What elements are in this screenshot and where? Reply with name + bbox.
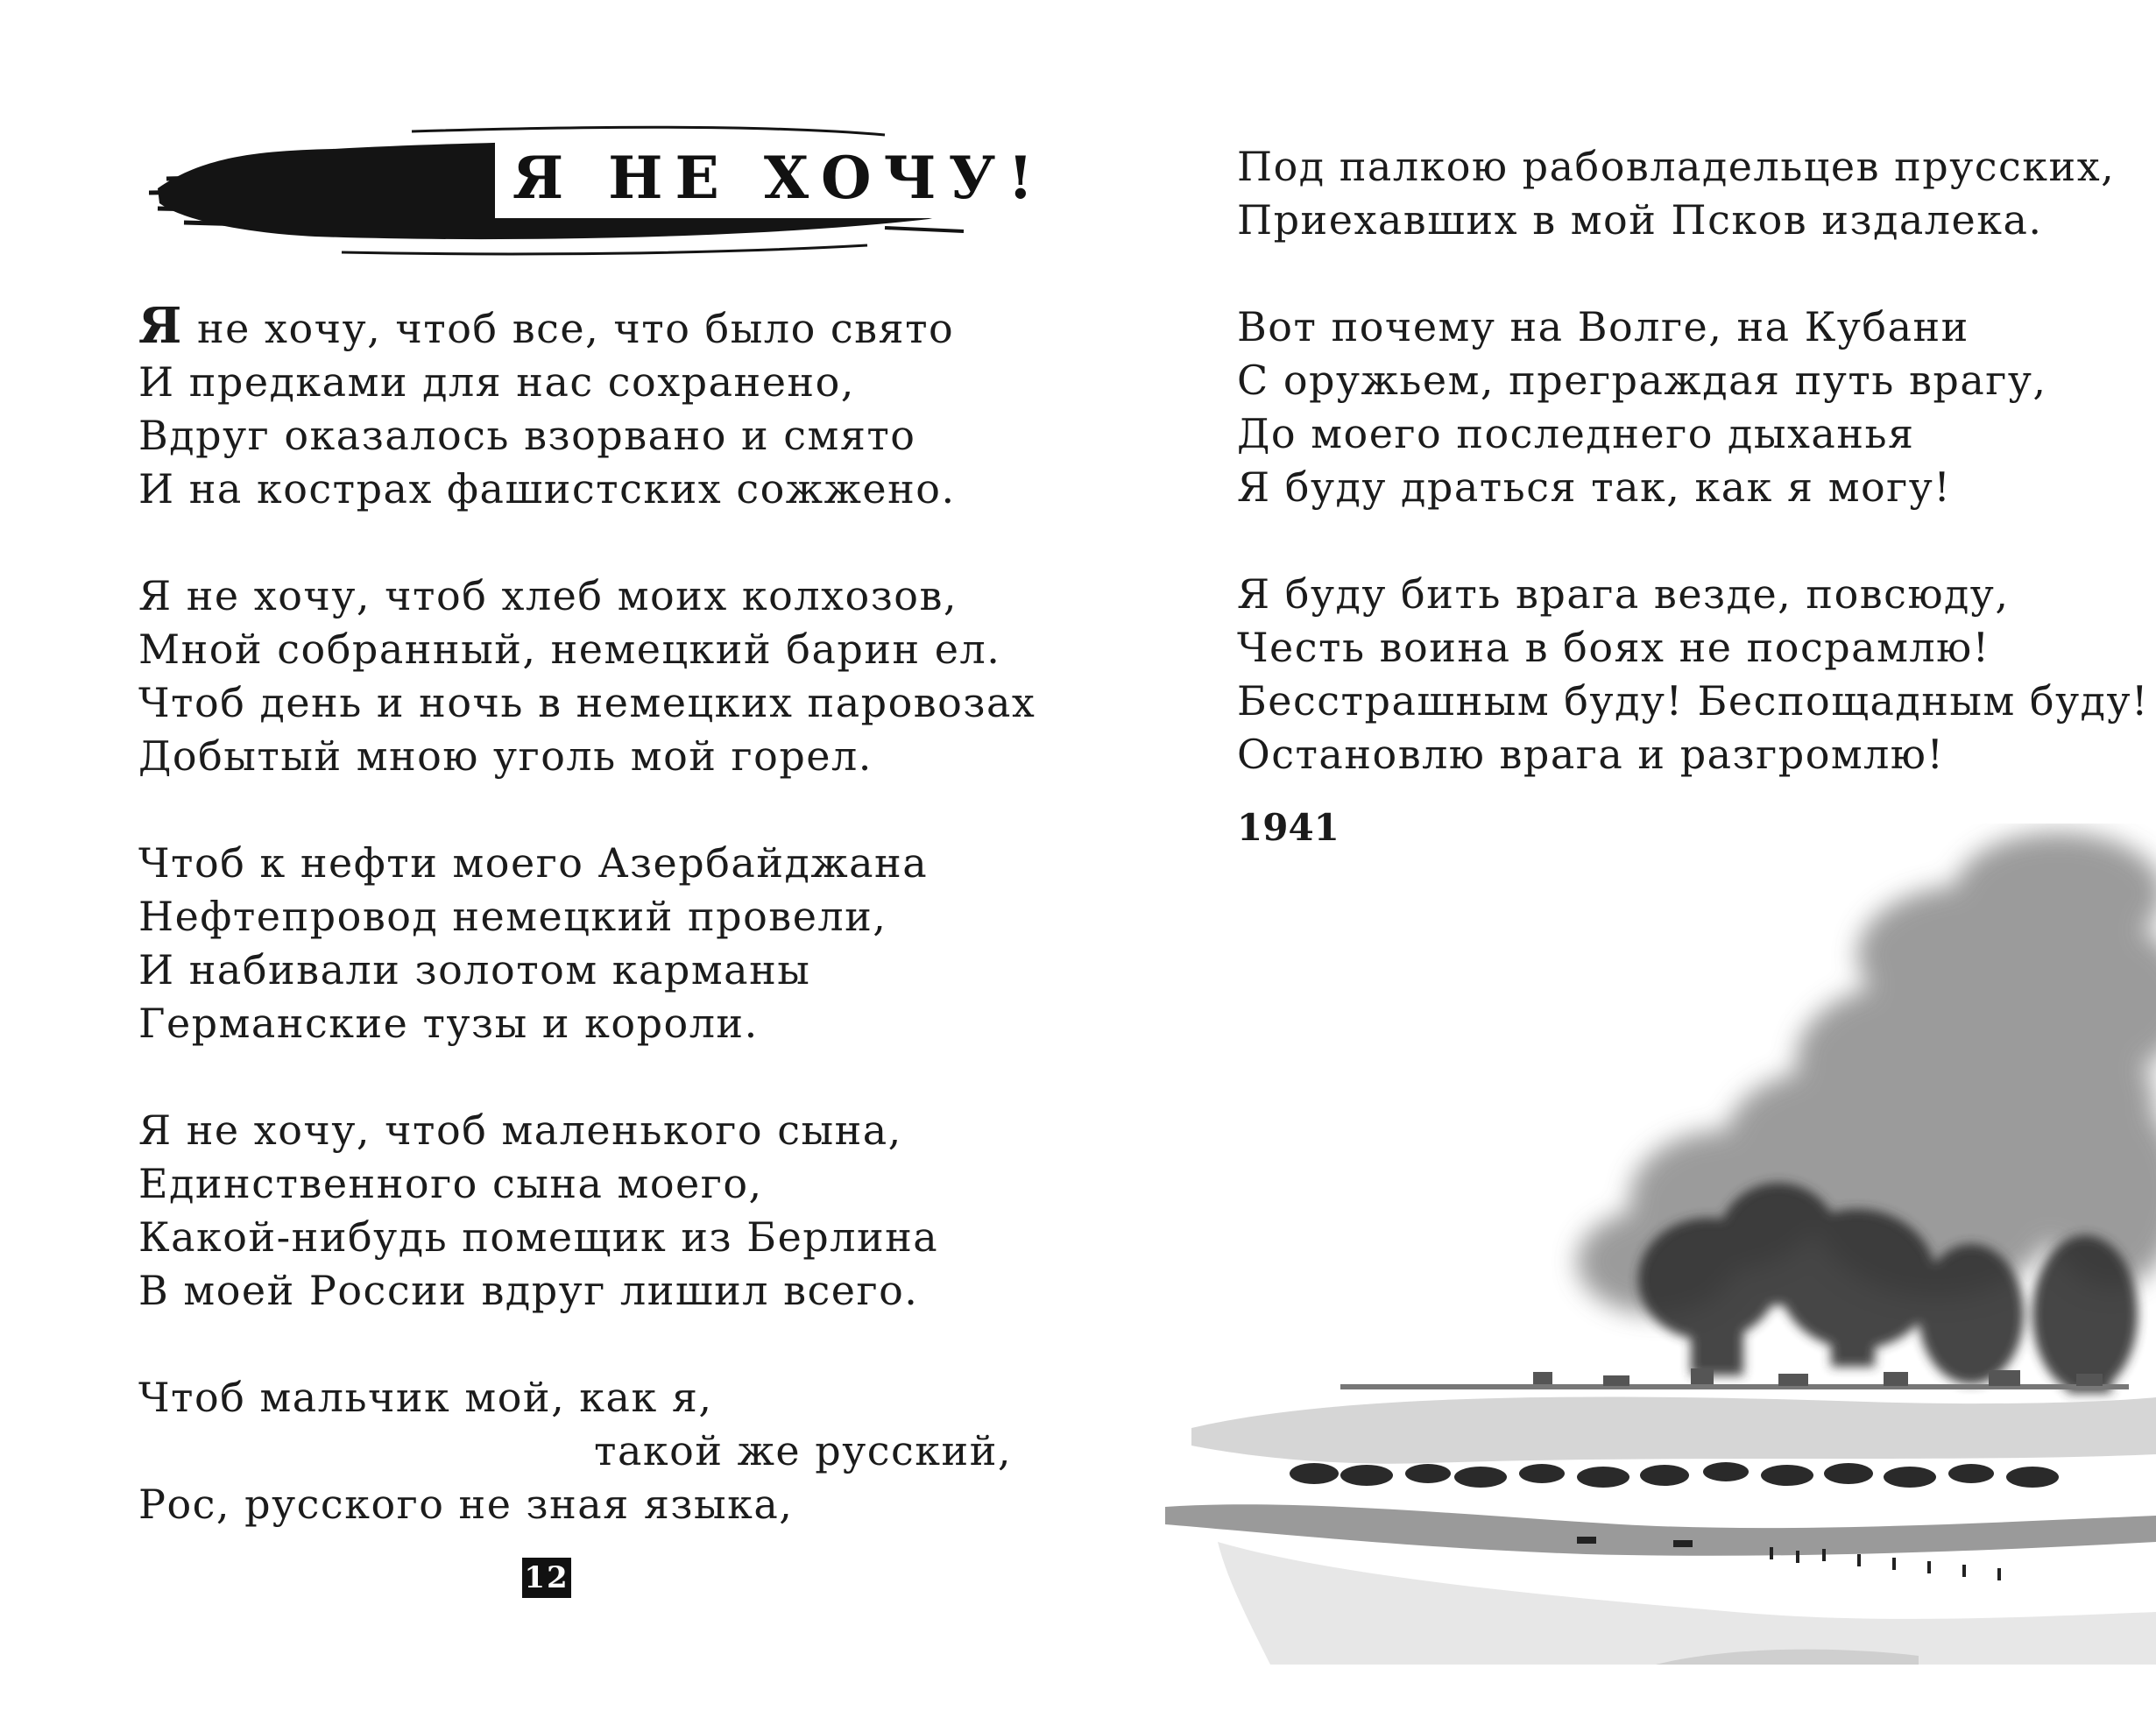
poem-line: Я не хочу, чтоб маленького сына, — [138, 1106, 902, 1154]
poem-line: Рос, русского не зная языка, — [138, 1481, 794, 1528]
poem-line: Нефтепровод немецкий провели, — [138, 893, 887, 940]
poem-title: Я НЕ ХОЧУ! — [495, 138, 1063, 218]
poem-line: Я не хочу, чтоб хлеб моих колхозов, — [138, 572, 958, 619]
poem-line: До моего последнего дыханья — [1237, 410, 1915, 457]
poem-line: И набивали золотом карманы — [138, 946, 811, 993]
poem-line: Чтоб день и ночь в немецких паровозах — [138, 679, 1036, 726]
field — [1191, 1396, 2156, 1463]
page-number: 12 — [522, 1558, 571, 1598]
poem-line: И предками для нас сохранено, — [138, 358, 855, 406]
poem-line: Добытый мною уголь мой горел. — [138, 732, 873, 780]
poem-line: С оружьем, преграждая путь врагу, — [1237, 357, 2047, 404]
poem-line: Вот почему на Волге, на Кубани — [1237, 303, 1969, 350]
poem-line: Приехавших в мой Псков издалека. — [1237, 196, 2043, 244]
poem-line: Я не хочу, чтоб все, что было свято — [138, 297, 955, 355]
poem-year: 1941 — [1237, 806, 1340, 849]
poem-line: Я буду драться так, как я могу! — [1237, 463, 1952, 511]
poem-line: Единственного сына моего, — [138, 1160, 763, 1207]
poem-line: Чтоб мальчик мой, как я, — [138, 1374, 713, 1421]
title-banner — [149, 105, 1046, 272]
poem-line-continued: такой же русский, — [594, 1427, 1012, 1474]
tree-line — [1290, 1462, 2059, 1488]
riverbank — [1165, 1504, 2156, 1556]
poem-line: Честь воина в боях не посрамлю! — [1237, 624, 1990, 671]
poem-line: Я буду бить врага везде, повсюду, — [1237, 570, 2010, 618]
stanza — [1237, 568, 2149, 781]
poem-line: Бесстрашным буду! Беспощадным буду! — [1237, 677, 2150, 725]
poem-line: В моей России вдруг лишил всего. — [138, 1267, 919, 1314]
poem-line: Какой-нибудь помещик из Берлина — [138, 1213, 939, 1261]
stanza — [1237, 300, 2149, 514]
poem-line: Вдруг оказалось взорвано и смято — [138, 412, 916, 459]
smoke-landscape-illustration — [1165, 824, 2156, 1665]
stanza — [138, 1371, 1036, 1531]
stanza — [138, 569, 1036, 783]
stanza — [1237, 140, 2149, 247]
poem-line: И на кострах фашистских сожжено. — [138, 465, 956, 513]
poem-left — [138, 297, 1036, 1585]
drop-cap: Я — [138, 297, 183, 355]
stanza — [138, 1104, 1036, 1318]
poem-line: Мной собранный, немецкий барин ел. — [138, 626, 1001, 673]
poem-line: Остановлю врага и разгромлю! — [1237, 731, 1945, 778]
stanza — [138, 297, 1036, 516]
poem-right — [1237, 140, 2149, 835]
stanza — [138, 837, 1036, 1050]
hillside — [1218, 1542, 2156, 1665]
poem-line: Германские тузы и короли. — [138, 1000, 759, 1047]
poem-line: Под палкою рабовладельцев прусских, — [1237, 143, 2116, 190]
poem-line: Чтоб к нефти моего Азербайджана — [138, 839, 929, 887]
